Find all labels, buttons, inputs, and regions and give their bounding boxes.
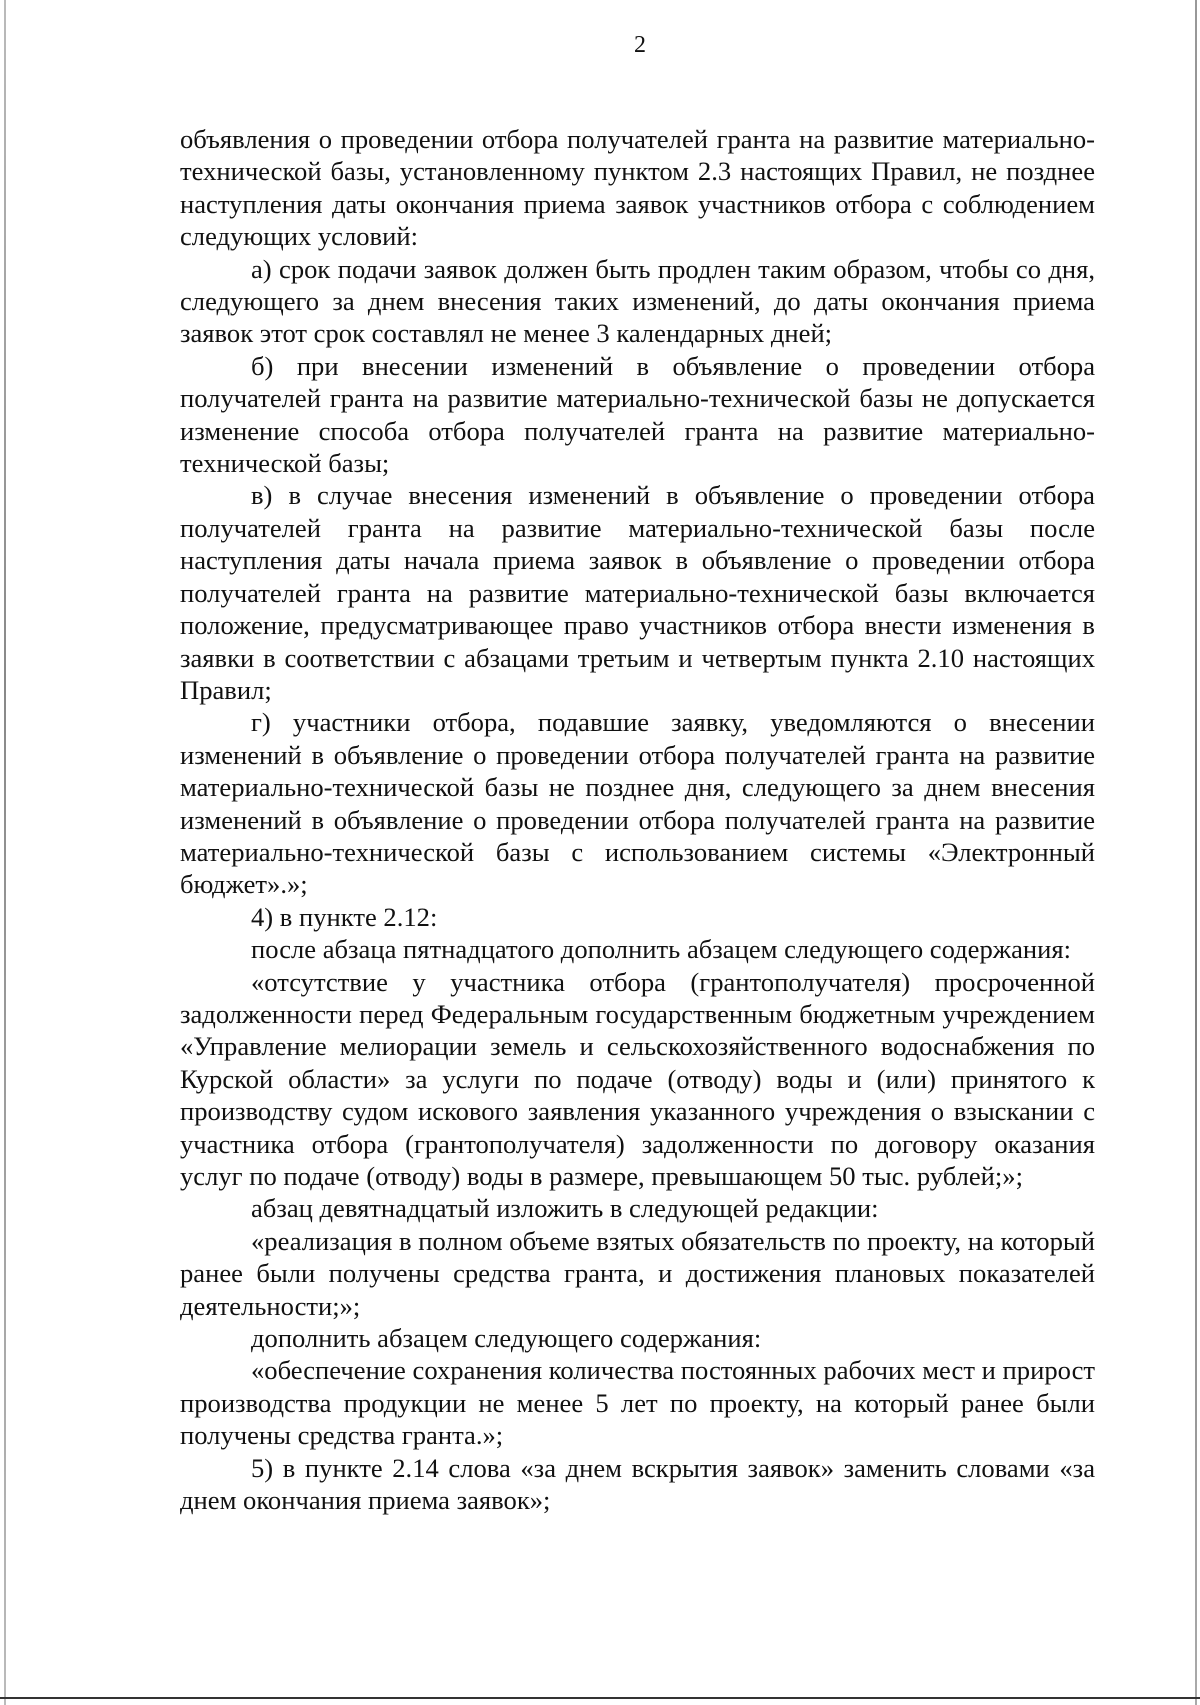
paragraph-quote-obligations: «реализация в полном объеме взятых обязательств по проекту, на который ранее были получены средства гранта, и достижения плановых показателей деятельности;»; (180, 1225, 1095, 1321)
scan-left-edge (4, 0, 6, 1705)
paragraph-item-v: в) в случае внесения изменений в объявление о проведении отбора получателей гранта на развитие материально-технической базы после наступления даты начала приема заявок в объявление о проведении отбора получателей гранта на развитие материально-технической базы включается положение, предусматривающее право участников отбора внести изменения в заявки в соответствии с абзацами третьим и четвертым пункта 2.10 настоящих Правил; (180, 480, 1095, 705)
paragraph-19-edit: абзац девятнадцатый изложить в следующей редакции: (251, 1193, 879, 1224)
paragraph-after-15: после абзаца пятнадцатого дополнить абзацем следующего содержания: (251, 934, 1072, 965)
paragraph-continuation: объявления о проведении отбора получателей гранта на развитие материально-технической базы, установленному пунктом 2.3 настоящих Правил, не позднее наступления даты окончания приема заявок участников отбора с соблюдением следующих условий: (180, 124, 1095, 252)
paragraph-item-a: а) срок подачи заявок должен быть продлен таким образом, чтобы со дня, следующего за днем внесения таких изменений, до даты окончания приема заявок этот срок составлял не менее 3 календарных дней; (180, 253, 1095, 349)
paragraph-item-4: 4) в пункте 2.12: (251, 901, 438, 932)
paragraph-item-g: г) участники отбора, подавшие заявку, уведомляются о внесении изменений в объявление о проведении отбора получателей гранта на развитие материально-технической базы не позднее дня, следующего за днем внесения изменений в объявление о проведении отбора получателей гранта на развитие материально-технической базы с использованием системы «Электронный бюджет».»; (180, 707, 1095, 900)
page-number: 2 (634, 32, 646, 58)
paragraph-item-5: 5) в пункте 2.14 слова «за днем вскрытия заявок» заменить словами «за днем окончания приема заявок»; (180, 1452, 1095, 1516)
paragraph-item-b: б) при внесении изменений в объявление о проведении отбора получателей гранта на развитие материально-технической базы не допускается изменение способа отбора получателей гранта на развитие материально-технической базы; (180, 350, 1095, 479)
paragraph-quote-debt: «отсутствие у участника отбора (грантополучателя) просроченной задолженности перед Федеральным государственным бюджетным учреждением «Управление мелиорации земель и сельскохозяйственного водоснабжения по Курской области» за услуги по подаче (отводу) воды и (или) принятого к производству судом искового заявления указанного учреждения о взыскании с участника отбора (грантополучателя) задолженности по договору оказания услуг по подаче (отводу) воды в размере, превышающем 50 тыс. рублей;»; (180, 966, 1095, 1191)
document-body (180, 123, 1095, 1516)
scan-bottom-edge (0, 1697, 1200, 1699)
paragraph-add: дополнить абзацем следующего содержания: (251, 1323, 762, 1354)
scan-right-edge (1195, 0, 1197, 1705)
paragraph-quote-jobs: «обеспечение сохранения количества постоянных рабочих мест и прирост производства продукции не менее 5 лет по проекту, на который ранее были получены средства гранта.»; (180, 1355, 1095, 1451)
